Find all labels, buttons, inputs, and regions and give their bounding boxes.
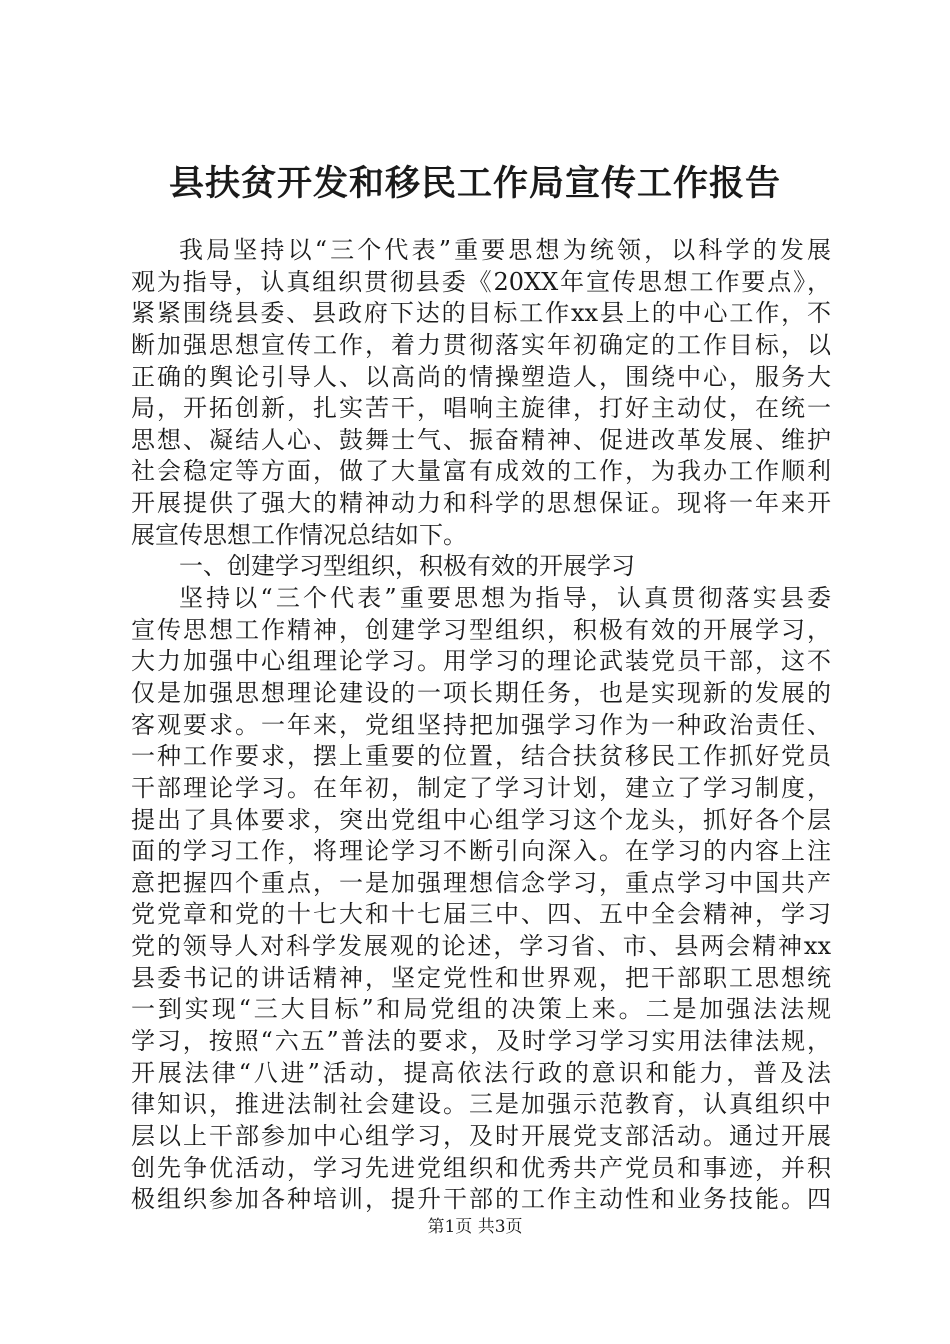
body-line: 开展法律“八进”活动，提高依法行政的意识和能力，普及法 xyxy=(131,1058,831,1087)
body-line: 提出了具体要求，突出党组中心组学习这个龙头，抓好各个层 xyxy=(131,805,831,834)
document-title: 县扶贫开发和移民工作局宣传工作报告 xyxy=(168,163,781,204)
body-line: 局，开拓创新，扎实苦干，唱响主旋律，打好主动仗，在统一 xyxy=(131,394,831,423)
body-line: 县委书记的讲话精神，坚定党性和世界观，把干部职工思想统 xyxy=(131,963,831,992)
body-line: 党党章和党的十七大和十七届三中、四、五中全会精神，学习 xyxy=(131,900,831,929)
body-line: 干部理论学习。在年初，制定了学习计划，建立了学习制度， xyxy=(131,773,831,802)
body-line: 社会稳定等方面，做了大量富有成效的工作，为我办工作顺利 xyxy=(131,457,831,486)
body-line: 层以上干部参加中心组学习，及时开展党支部活动。通过开展 xyxy=(131,1121,831,1150)
body-line: 坚持以“三个代表”重要思想为指导，认真贯彻落实县委 xyxy=(179,584,831,613)
body-line: 学习，按照“六五”普法的要求，及时学习学习实用法律法规， xyxy=(131,1027,831,1056)
body-line: 宣传思想工作精神，创建学习型组织，积极有效的开展学习， xyxy=(131,615,831,644)
body-line: 开展提供了强大的精神动力和科学的思想保证。现将一年来开 xyxy=(131,489,831,518)
body-line: 正确的舆论引导人、以高尚的情操塑造人，围绕中心，服务大 xyxy=(131,362,831,391)
page-footer: 第1页 共3页 xyxy=(427,1217,523,1237)
body-line: 仅是加强思想理论建设的一项长期任务，也是实现新的发展的 xyxy=(131,678,831,707)
section-heading: 一、创建学习型组织，积极有效的开展学习 xyxy=(179,552,635,581)
body-line: 极组织参加各种培训，提升干部的工作主动性和业务技能。四 xyxy=(131,1185,831,1214)
body-line: 思想、凝结人心、鼓舞士气、振奋精神、促进改革发展、维护 xyxy=(131,425,831,454)
body-line: 面的学习工作，将理论学习不断引向深入。在学习的内容上注 xyxy=(131,837,831,866)
body-line: 展宣传思想工作情况总结如下。 xyxy=(131,520,467,549)
body-line: 一到实现“三大目标”和局党组的决策上来。二是加强法法规 xyxy=(131,995,831,1024)
body-line: 一种工作要求，摆上重要的位置，结合扶贫移民工作抓好党员 xyxy=(131,742,831,771)
body-line: 意把握四个重点，一是加强理想信念学习，重点学习中国共产 xyxy=(131,868,831,897)
body-line: 律知识，推进法制社会建设。三是加强示范教育，认真组织中 xyxy=(131,1090,831,1119)
body-line: 断加强思想宣传工作，着力贯彻落实年初确定的工作目标，以 xyxy=(131,330,831,359)
body-line: 我局坚持以“三个代表”重要思想为统领，以科学的发展 xyxy=(179,236,831,264)
body-line: 党的领导人对科学发展观的论述，学习省、市、县两会精神xx xyxy=(131,932,831,961)
body-line: 客观要求。一年来，党组坚持把加强学习作为一种政治责任、 xyxy=(131,710,831,739)
document-body xyxy=(131,235,831,1216)
body-line: 大力加强中心组理论学习。用学习的理论武装党员干部，这不 xyxy=(131,647,831,676)
body-line: 创先争优活动，学习先进党组织和优秀共产党员和事迹，并积 xyxy=(131,1153,831,1182)
body-line: 观为指导，认真组织贯彻县委《20XX年宣传思想工作要点》， xyxy=(131,267,831,296)
body-line: 紧紧围绕县委、县政府下达的目标工作xx县上的中心工作，不 xyxy=(131,299,831,328)
